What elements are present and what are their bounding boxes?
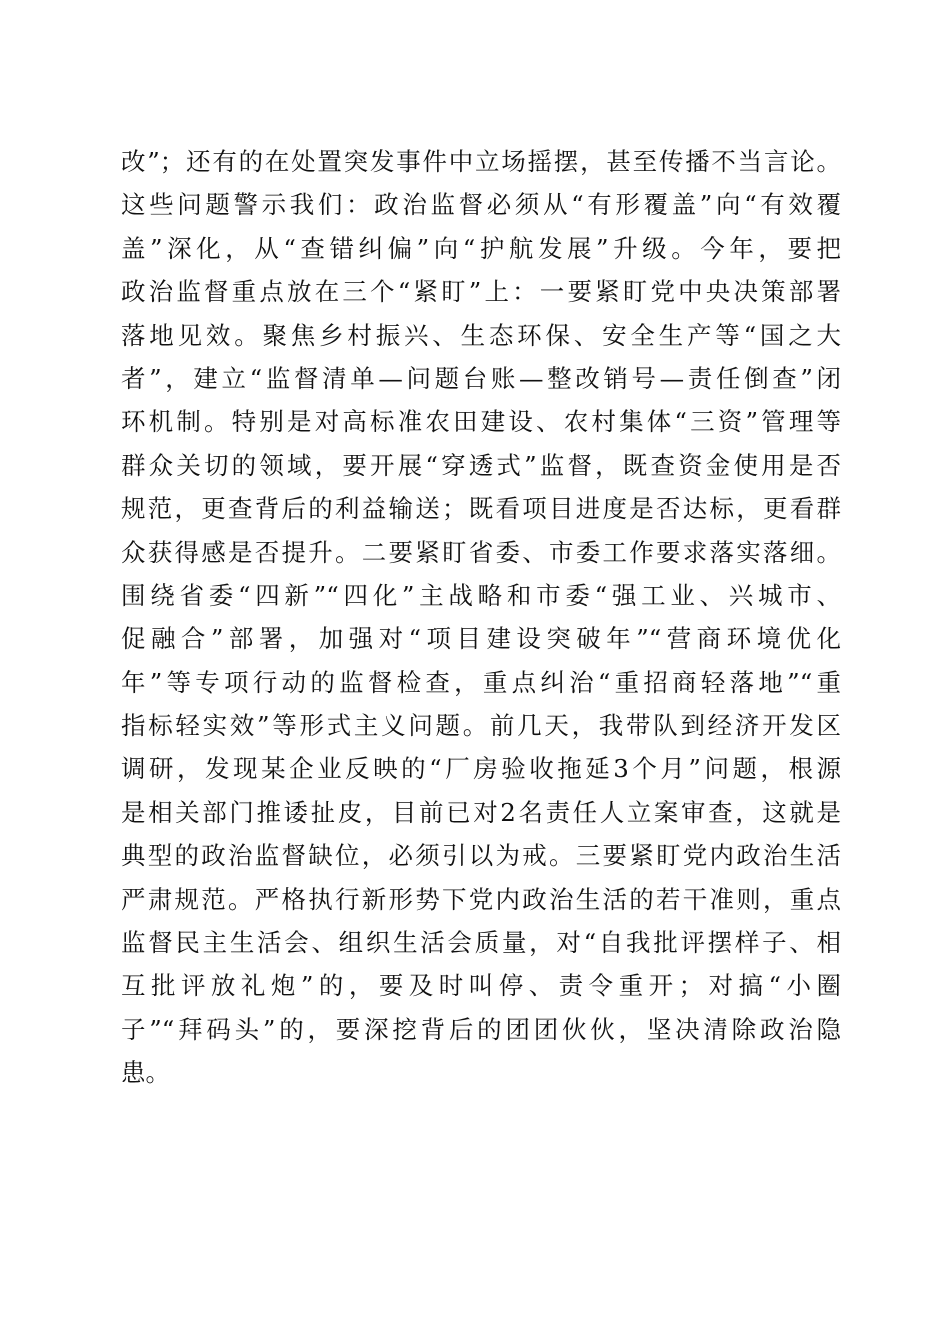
text-line: 是相关部门推诿扯皮，目前已对2名责任人立案审查，这就是 <box>121 797 841 827</box>
text-line: 盖”深化，从“查错纠偏”向“护航发展”升级。今年，要把 <box>121 233 841 263</box>
text-line: 互批评放礼炮”的，要及时叫停、责令重开；对搞“小圈 <box>121 971 841 1001</box>
text-line: 年”等专项行动的监督检查，重点纠治“重招商轻落地”“重 <box>121 667 841 697</box>
text-line: 环机制。特别是对高标准农田建设、农村集体“三资”管理等 <box>121 407 841 437</box>
text-line: 这些问题警示我们：政治监督必须从“有形覆盖”向“有效覆 <box>121 190 841 220</box>
text-line: 调研，发现某企业反映的“厂房验收拖延3个月”问题，根源 <box>121 754 841 784</box>
text-line: 者”，建立“监督清单—问题台账—整改销号—责任倒查”闭 <box>121 363 841 393</box>
text-line: 众获得感是否提升。二要紧盯省委、市委工作要求落实落细。 <box>121 537 841 567</box>
text-line: 围绕省委“四新”“四化”主战略和市委“强工业、兴城市、 <box>121 580 841 610</box>
text-line: 子”“拜码头”的，要深挖背后的团团伙伙，坚决清除政治隐 <box>121 1014 841 1044</box>
text-line: 指标轻实效”等形式主义问题。前几天，我带队到经济开发区 <box>121 711 841 741</box>
text-line: 严肃规范。严格执行新形势下党内政治生活的若干准则，重点 <box>121 884 841 914</box>
text-line: 落地见效。聚焦乡村振兴、生态环保、安全生产等“国之大 <box>121 320 841 350</box>
text-line: 典型的政治监督缺位，必须引以为戒。三要紧盯党内政治生活 <box>121 841 841 871</box>
text-line: 患。 <box>121 1058 170 1088</box>
text-line: 促融合”部署，加强对“项目建设突破年”“营商环境优化 <box>121 624 841 654</box>
text-line: 群众关切的领域，要开展“穿透式”监督，既查资金使用是否 <box>121 450 841 480</box>
text-line: 监督民主生活会、组织生活会质量，对“自我批评摆样子、相 <box>121 928 841 958</box>
body-paragraph <box>121 140 841 1095</box>
text-line: 改”；还有的在处置突发事件中立场摇摆，甚至传播不当言论。 <box>121 147 841 176</box>
text-line: 政治监督重点放在三个“紧盯”上：一要紧盯党中央决策部署 <box>121 277 841 307</box>
text-line: 规范，更查背后的利益输送；既看项目进度是否达标，更看群 <box>121 494 841 524</box>
